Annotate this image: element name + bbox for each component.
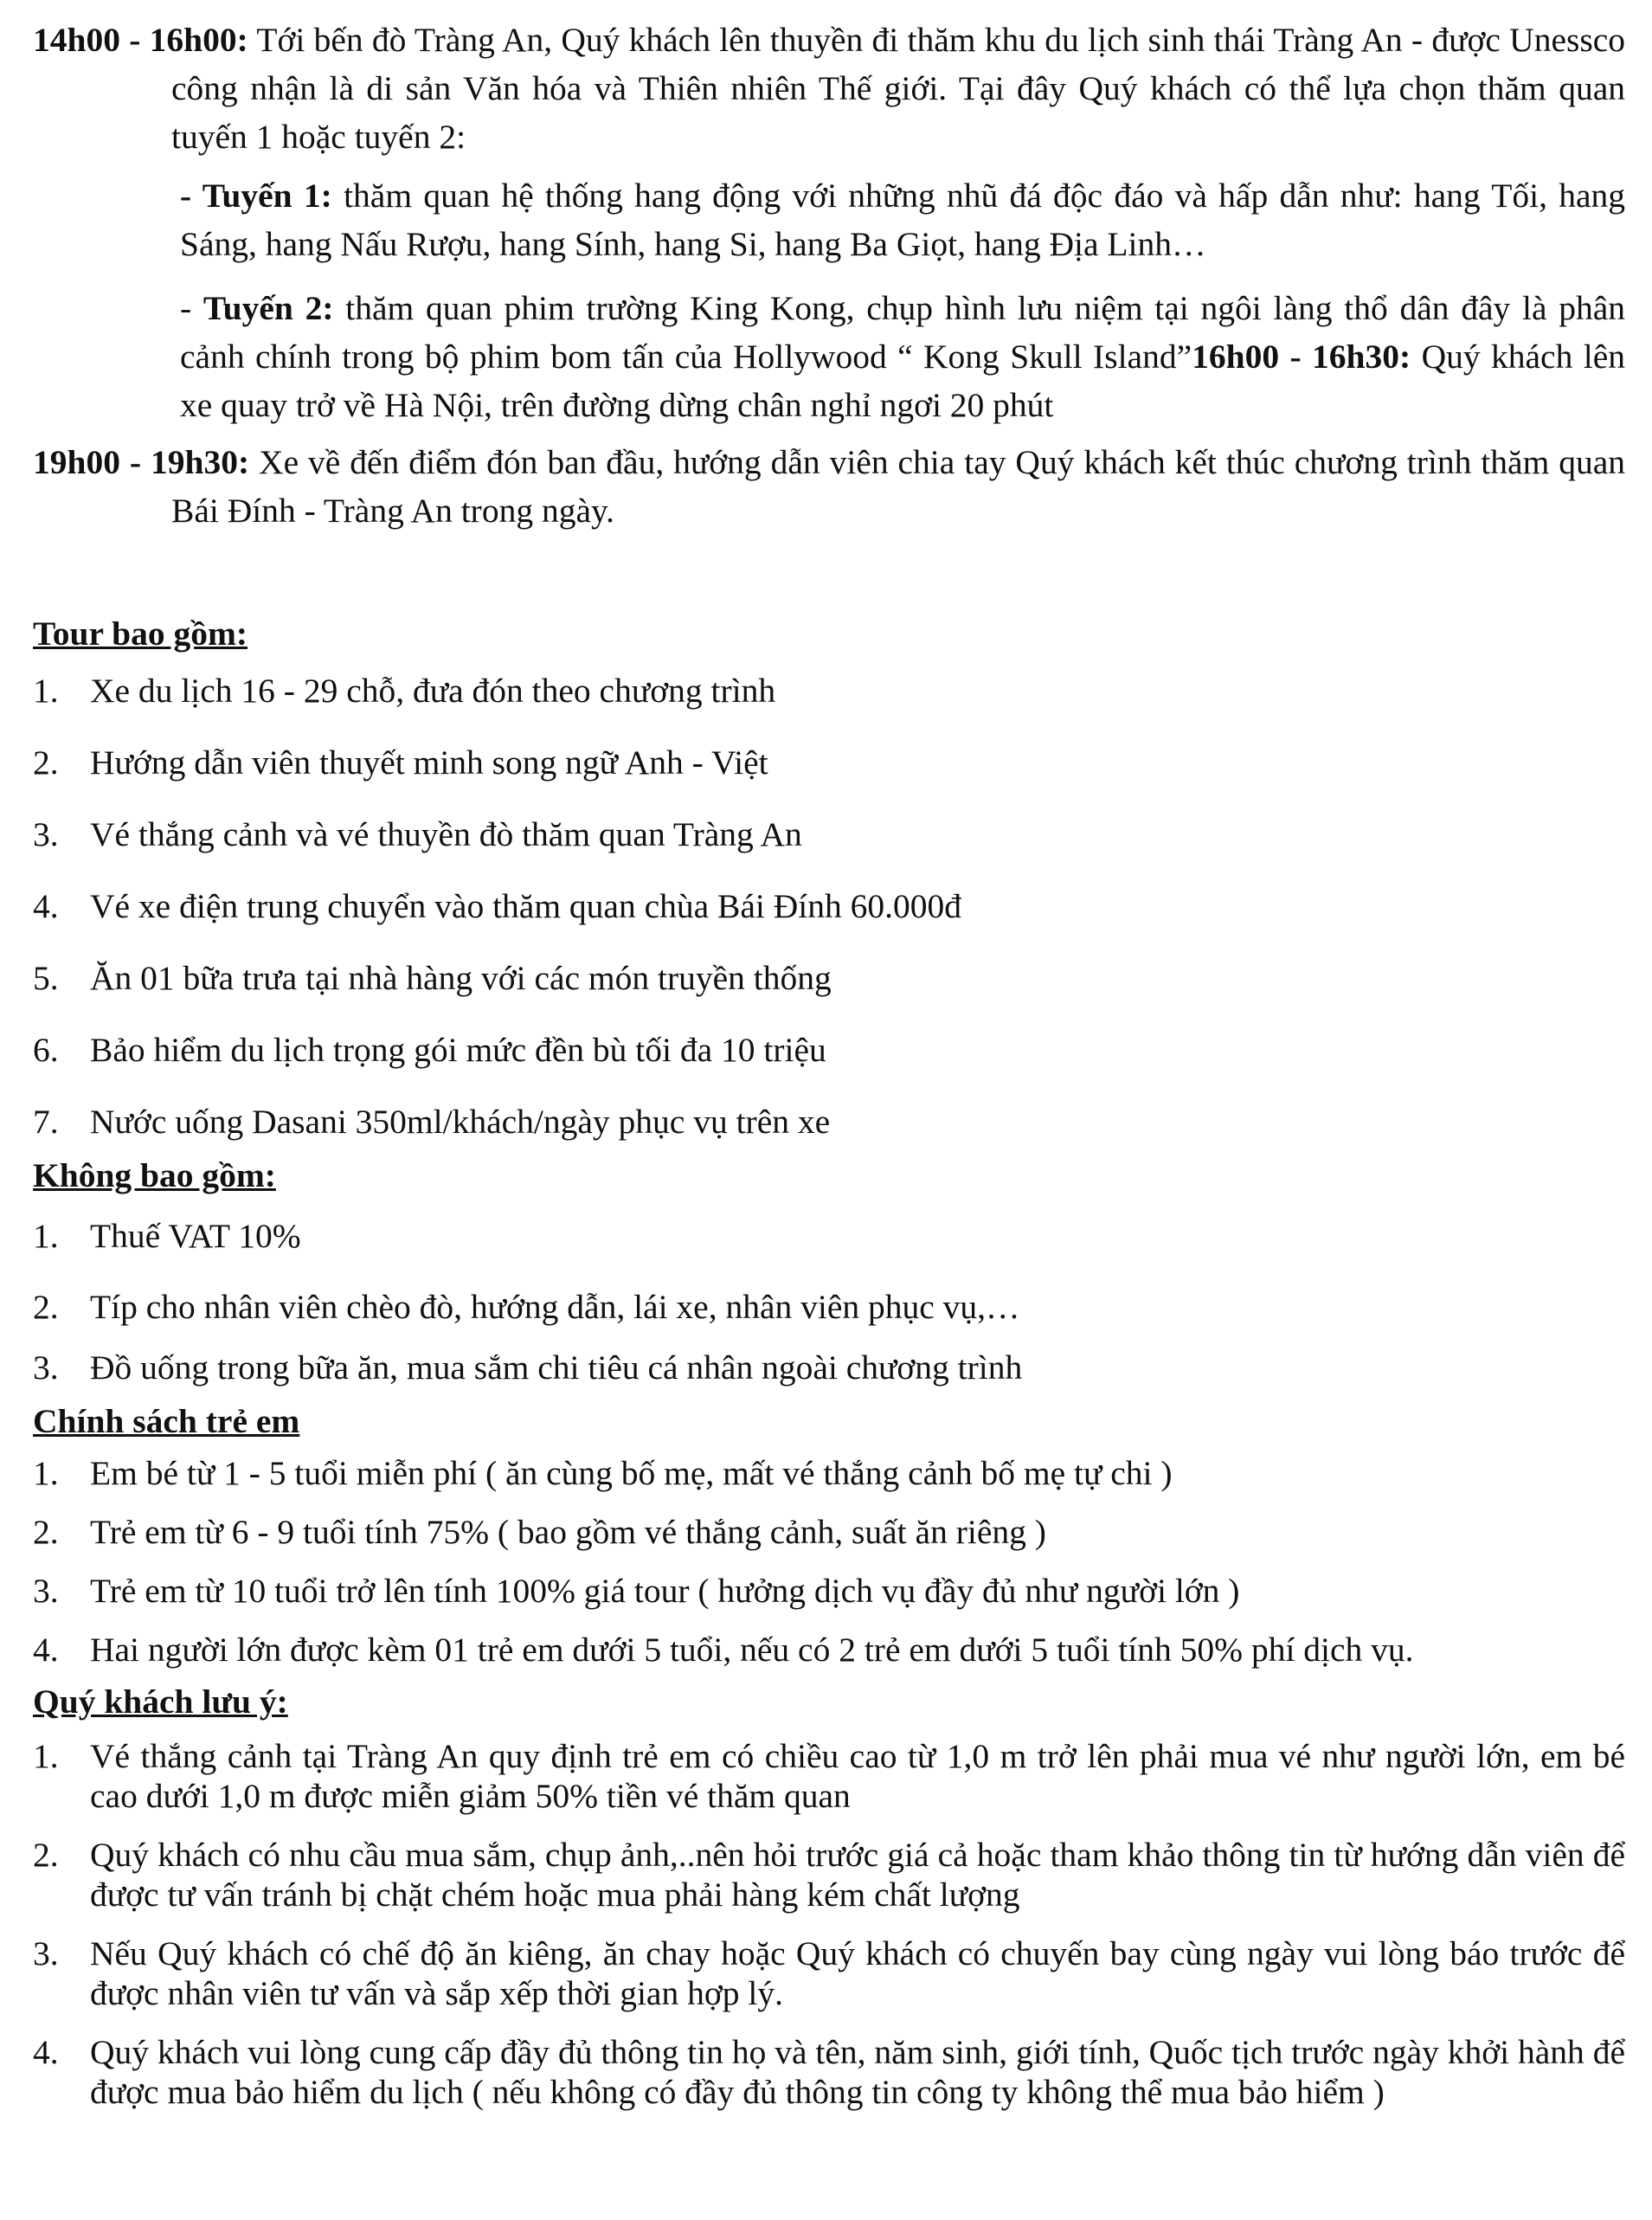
route-1-label: - Tuyến 1: [180,177,332,215]
includes-heading: Tour bao gồm: [33,615,248,653]
list-item: 5. Ăn 01 bữa trưa tại nhà hàng với các món truyền thống [33,959,832,997]
list-item: 1. Em bé từ 1 - 5 tuổi miễn phí ( ăn cùng bố mẹ, mất vé thắng cảnh bố mẹ tự chi ) [33,1454,1173,1492]
time-label: 19h00 - 19h30: [33,443,250,481]
route-1 [33,171,1625,268]
itinerary-1400 [33,16,1625,161]
route-2-prefix: - [180,289,203,327]
route-2-label: Tuyến 2: [202,289,334,327]
list-item: 3. Vé thắng cảnh và vé thuyền đò thăm quan Tràng An [33,815,802,853]
list-item: 3. Nếu Quý khách có chế độ ăn kiêng, ăn chay hoặc Quý khách có chuyến bay cùng ngày vui lòng báo trước để được nhân viên tư vấn và sắp xếp thời gian hợp lý. [33,1934,1625,2012]
itinerary-1900 [33,438,1625,535]
itinerary-text: Quý khách lên xe quay trở về Hà Nội, trên đường dừng chân nghỉ ngơi 20 phút [180,338,1625,424]
list-item: 4. Vé xe điện trung chuyển vào thăm quan chùa Bái Đính 60.000đ [33,887,961,925]
list-item: 6. Bảo hiểm du lịch trọng gói mức đền bù tối đa 10 triệu [33,1031,826,1069]
list-item: 4. Hai người lớn được kèm 01 trẻ em dưới 5 tuổi, nếu có 2 trẻ em dưới 5 tuổi tính 50% phí dịch vụ. [33,1631,1414,1669]
excludes-heading: Không bao gồm: [33,1156,276,1194]
children-heading: Chính sách trẻ em [33,1402,300,1440]
list-item: 2. Trẻ em từ 6 - 9 tuổi tính 75% ( bao gồm vé thắng cảnh, suất ăn riêng ) [33,1513,1046,1551]
list-item: 3. Đồ uống trong bữa ăn, mua sắm chi tiêu cá nhân ngoài chương trình [33,1348,1023,1387]
route-1-text: thăm quan hệ thống hang động với những nhũ đá độc đáo và hấp dẫn như: hang Tối, hang Sáng, hang Nấu Rượu, hang Sính, hang Si, hang Ba Giọt, hang Địa Linh… [180,177,1625,263]
list-item: 1. Xe du lịch 16 - 29 chỗ, đưa đón theo chương trình [33,672,776,710]
time-label: 16h00 - 16h30: [1192,338,1411,376]
notes-heading: Quý khách lưu ý: [33,1683,288,1721]
list-item: 2. Quý khách có nhu cầu mua sắm, chụp ảnh,..nên hỏi trước giá cả hoặc tham khảo thông tin từ hướng dẫn viên để được tư vấn tránh bị chặt chém hoặc mua phải hàng kém chất lượng [33,1836,1625,1914]
notes-list [33,1736,1625,2112]
list-item: 1. Vé thắng cảnh tại Tràng An quy định trẻ em có chiều cao từ 1,0 m trở lên phải mua vé như người lớn, em bé cao dưới 1,0 m được miễn giảm 50% tiền vé thăm quan [33,1737,1625,1815]
list-item: 2. Típ cho nhân viên chèo đò, hướng dẫn, lái xe, nhân viên phục vụ,… [33,1288,1020,1326]
time-label: 14h00 - 16h00: [33,21,248,59]
itinerary-text: Xe về đến điểm đón ban đầu, hướng dẫn viên chia tay Quý khách kết thúc chương trình thăm quan Bái Đính - Tràng An trong ngày. [171,443,1626,530]
list-item: 7. Nước uống Dasani 350ml/khách/ngày phục vụ trên xe [33,1103,831,1141]
itinerary-text: Tới bến đò Tràng An, Quý khách lên thuyền đi thăm khu du lịch sinh thái Tràng An - được Unessco công nhận là di sản Văn hóa và Thiên nhiên Thế giới. Tại đây Quý khách có thể lựa chọn thăm quan tuyến 1 hoặc tuyến 2: [171,21,1626,156]
route-2-text: thăm quan phim trường King Kong, chụp hình lưu niệm tại ngôi làng thổ dân đây là phân cảnh chính trong bộ phim bom tấn của Hollywood “ Kong Skull Island” [180,289,1626,376]
list-item: 1. Thuế VAT 10% [33,1217,301,1255]
route-2 [33,284,1625,429]
includes-list [33,666,1625,1146]
document-page [33,16,1625,2131]
list-item: 2. Hướng dẫn viên thuyết minh song ngữ Anh - Việt [33,743,768,782]
excludes-list [33,1212,1625,1392]
children-policy-list [33,1449,1625,1674]
list-item: 4. Quý khách vui lòng cung cấp đầy đủ thông tin họ và tên, năm sinh, giới tính, Quốc tịch trước ngày khởi hành để được mua bảo hiểm du lịch ( nếu không có đầy đủ thông tin công ty không thể mua bảo hiểm ) [33,2033,1625,2111]
list-item: 3. Trẻ em từ 10 tuổi trở lên tính 100% giá tour ( hưởng dịch vụ đầy đủ như người lớn ) [33,1572,1240,1610]
